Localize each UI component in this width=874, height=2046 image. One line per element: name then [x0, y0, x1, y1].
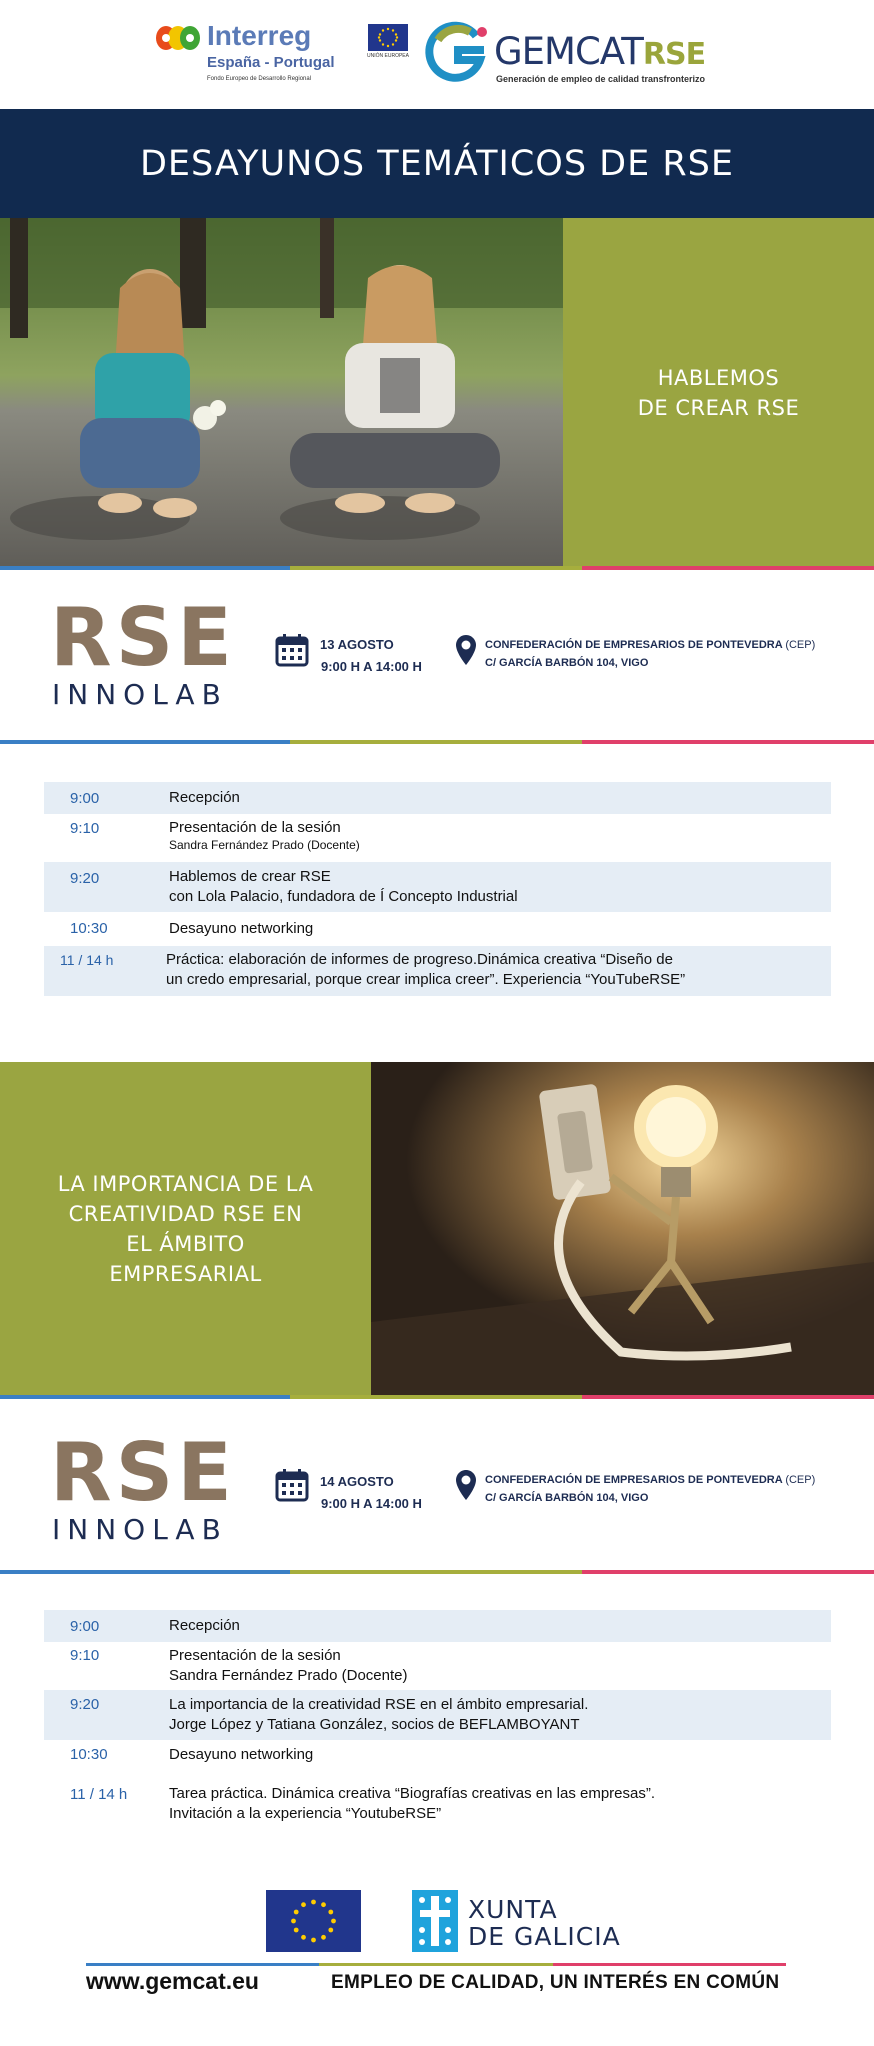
agenda-time: 9:10 [70, 1647, 100, 1664]
page-title: DESAYUNOS TEMÁTICOS DE RSE [139, 143, 734, 184]
title-banner [0, 109, 874, 218]
agenda-time: 10:30 [70, 920, 108, 937]
session2-title-line3: EL ÁMBITO [126, 1231, 245, 1256]
session2-agenda [44, 1610, 831, 1830]
rse-innolab-text: INNOLAB [52, 678, 228, 711]
agenda-text-line2: un credo empresarial, porque crear implica creer”. Experiencia “YouTubeRSE” [166, 971, 686, 988]
interreg-brand: Interreg [207, 20, 312, 51]
agenda-row [44, 814, 831, 862]
agenda-row [44, 1740, 831, 1780]
session2-place-line1: CONFEDERACIÓN DE EMPRESARIOS DE PONTEVEDRA [485, 1474, 783, 1486]
rse-innolab-logo [50, 1426, 240, 1546]
eu-label: UNIÓN EUROPEA [367, 53, 409, 59]
agenda-row [44, 1642, 831, 1690]
agenda-text-line2: Jorge López y Tatiana González, socios de BEFLAMBOYANT [169, 1716, 580, 1733]
session2-place [485, 1471, 815, 1507]
gemcat-rse-text: RSE [642, 37, 706, 72]
rse-innolab-logo [50, 591, 240, 711]
agenda-text: Recepción [169, 789, 240, 806]
eu-flag-icon [266, 1890, 361, 1952]
footer-slogan: EMPLEO DE CALIDAD, UN INTERÉS EN COMÚN [331, 1972, 780, 1993]
gemcat-mark-icon [424, 20, 488, 84]
agenda-row [44, 862, 831, 912]
agenda-row [44, 946, 831, 996]
interreg-fund: Fondo Europeo de Desarrollo Regional [207, 76, 312, 82]
agenda-subtext: Sandra Fernández Prado (Docente) [169, 838, 360, 852]
eu-flag-icon [368, 24, 408, 51]
xunta-emblem-icon [412, 1890, 458, 1952]
footer-divider [86, 1963, 786, 1966]
children-photo-image [0, 218, 563, 568]
gemcat-name [494, 30, 705, 73]
gemcat-logo [424, 20, 744, 90]
session1-date: 13 AGOSTO [320, 637, 394, 652]
rse-innolab-text: INNOLAB [52, 1513, 228, 1546]
agenda-time: 11 / 14 h [70, 1786, 128, 1803]
session1-place-line1: CONFEDERACIÓN DE EMPRESARIOS DE PONTEVEDRA [485, 639, 783, 651]
agenda-time: 9:00 [70, 1618, 100, 1635]
divider [0, 1395, 874, 1399]
agenda-text-block [166, 950, 685, 990]
agenda-row [44, 1780, 831, 1830]
interreg-blobs-icon [155, 24, 201, 52]
session2-date-block [320, 1471, 422, 1515]
header-logos [0, 0, 874, 109]
footer-logos [0, 1890, 874, 1965]
rse-innolab-rse: RSE [50, 1426, 236, 1519]
agenda-text-block [169, 818, 360, 852]
agenda-time: 9:10 [70, 820, 100, 837]
agenda-text: Desayuno networking [169, 1746, 314, 1763]
agenda-text-block [169, 867, 518, 907]
agenda-text: La importancia de la creatividad RSE en el ámbito empresarial. [169, 1696, 589, 1713]
session2-place-line2: C/ GARCÍA BARBÓN 104, VIGO [485, 1492, 649, 1504]
agenda-text-line2: Invitación a la experiencia “YoutubeRSE” [169, 1805, 442, 1822]
session1-place-cep: (CEP) [785, 639, 816, 651]
session2-info [0, 1405, 874, 1575]
session2-place-cep: (CEP) [785, 1474, 816, 1486]
session1-date-block [320, 634, 422, 678]
session1-place-line2: C/ GARCÍA BARBÓN 104, VIGO [485, 657, 649, 669]
session1-time: 9:00 H A 14:00 H [321, 659, 422, 674]
agenda-row [44, 1610, 831, 1642]
agenda-text: Práctica: elaboración de informes de progreso.Dinámica creativa “Diseño de [166, 951, 673, 968]
lightbulb-photo [371, 1062, 874, 1395]
agenda-text-block [169, 1784, 655, 1824]
agenda-text: Desayuno networking [169, 920, 314, 937]
agenda-text-line2: Sandra Fernández Prado (Docente) [169, 1667, 408, 1684]
agenda-text-block [169, 1646, 407, 1686]
session1-place [485, 636, 815, 672]
interreg-sub: España - Portugal [207, 54, 335, 71]
agenda-text: Tarea práctica. Dinámica creativa “Biografías creativas en las empresas”. [169, 1785, 656, 1802]
gemcat-tagline: Generación de empleo de calidad transfronterizo [496, 74, 706, 84]
agenda-time: 9:00 [70, 790, 100, 807]
session2-title [58, 1169, 314, 1289]
agenda-time: 9:20 [70, 870, 100, 887]
session1-title-line1: HABLEMOS [657, 366, 780, 390]
session2-title-line4: EMPRESARIAL [109, 1261, 262, 1286]
session2-title-line2: CREATIVIDAD RSE EN [68, 1201, 303, 1226]
xunta-logo-text [468, 1896, 621, 1950]
agenda-text: Presentación de la sesión [169, 1647, 341, 1664]
location-pin-icon [455, 1469, 477, 1501]
session2-title-panel [0, 1062, 371, 1395]
agenda-time: 9:20 [70, 1696, 100, 1713]
session1-info [0, 570, 874, 740]
session1-agenda [44, 782, 831, 996]
location-pin-icon [455, 634, 477, 666]
agenda-row [44, 912, 831, 946]
interreg-logo [155, 20, 409, 90]
agenda-text-line2: con Lola Palacio, fundadora de Í Concepto Industrial [169, 888, 518, 905]
gemcat-name-text: GEMCAT [494, 30, 643, 73]
session1-title-panel [563, 218, 874, 568]
agenda-time: 10:30 [70, 1746, 108, 1763]
divider [0, 740, 874, 744]
agenda-text: Presentación de la sesión [169, 819, 341, 836]
agenda-time: 11 / 14 h [60, 952, 114, 968]
rse-innolab-rse: RSE [50, 591, 236, 684]
session2-title-line1: LA IMPORTANCIA DE LA [57, 1171, 314, 1196]
session1-title-line2: DE CREAR RSE [637, 396, 800, 420]
xunta-line1: XUNTA [468, 1895, 558, 1924]
session2-date: 14 AGOSTO [320, 1474, 394, 1489]
session1-title [638, 363, 799, 423]
divider [0, 1570, 874, 1574]
agenda-row [44, 1690, 831, 1740]
agenda-row [44, 782, 831, 814]
website-link[interactable]: www.gemcat.eu [86, 1968, 259, 1994]
agenda-text: Recepción [169, 1617, 240, 1634]
session2-time: 9:00 H A 14:00 H [321, 1496, 422, 1511]
calendar-icon [275, 1468, 309, 1502]
lightbulb-photo-image [371, 1062, 874, 1395]
agenda-text-block [169, 1695, 588, 1735]
xunta-line2: DE GALICIA [468, 1922, 621, 1951]
agenda-text: Hablemos de crear RSE [169, 868, 331, 885]
calendar-icon [275, 633, 309, 667]
children-photo [0, 218, 563, 568]
